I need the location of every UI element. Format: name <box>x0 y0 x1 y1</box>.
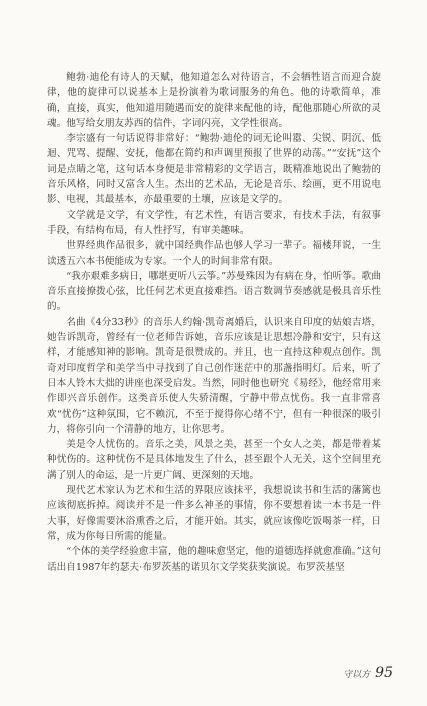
paragraph-7: 美是令人忧伤的。音乐之美，风景之美，甚至一个女人之美，都是带着某种忧伤的。这种忧伤不是具体地发生了什么，甚至跟个人无关，这个空间里充满了别人的命运，是一片更广阔、更深刻的天地。 <box>47 439 381 481</box>
paragraph-1: 鲍勃·迪伦有诗人的天赋，他知道怎么对待语言，不会牺牲语言而迎合旋律，他的旋律可以说基本上是扮演着为歌词服务的角色。他的诗歌简单，准确，直接，真实，他知道用随遇而安的旋律来配他的诗，配他那随心所欲的灵魂。他写给女朋友苏西的信件，字词闪亮，文学性很高。 <box>47 72 381 129</box>
body-text <box>47 70 381 575</box>
paragraph-3: 文学就是文学，有文学性，有艺术性，有语言要求，有技术手法，有叙事手段，有结构布局，有人性抒写，有审美趣味。 <box>47 209 381 236</box>
paragraph-5: “我亦艰难多病日，哪堪更听八云筝。”苏曼殊因为有病在身，怕听筝。歌曲音乐直接撩拨心弦，比任何艺术更直接难挡。语言数调节奏感就是极具音乐性的。 <box>47 270 381 313</box>
paragraph-8: 现代艺术家认为艺术和生活的界限应该抹平，我想说读书和生活的藩篱也应该彻底拆掉。阅读并不是一件多么神圣的事情，你不要想着读一本书是一件大事，好像需要沐浴熏香之后，才能开始。其实，就应该像吃饭喝茶一样，日常，成为你每日所需的能量。 <box>47 485 381 542</box>
page-footer <box>343 665 393 681</box>
paragraph-2: 李宗盛有一句话说得非常好：“鲍勃·迪伦的词无论叫嚣、尖锐、阴沉、低迴、咒骂、提醒、安抚，他都在简约和声调里预报了世界的动荡。”“安抚”这个词是点睛之笔，这句话本身便是非常精彩的文学语言，既精准地说出了鲍勃的音乐风格，同时又富含人生。杰出的艺术品，无论是音乐、绘画，更不用说电影、电视，其最基本，亦最重要的土壤，应该是文学的。 <box>47 133 381 206</box>
paragraph-6: 名曲《4分33秒》的音乐人约翰·凯奇离婚后，认识来自印度的姑娘吉塔，她告诉凯奇，曾经有一位老师告诉她，音乐应该是让思想冷静和安宁，只有这样，才能感知神的影响。凯奇是很赞成的。并且，也一直持这种观点创作。凯奇对印度哲学和美学当中寻找到了自己创作迷茫中的那盏指明灯。后来，听了日本人铃木大拙的讲座也深受启发。当然，同时他也研究《易经》，他经常用来作即兴音乐创作。这类音乐使人失骄清醒，宁静中带点忧伤。我一直非常喜欢“忧伤”这种氛围，它不赖沉，不至于搅得你心绪不宁，但有一种很深的吸引力，将你引向一个清静的地方，让你思考。 <box>47 316 381 435</box>
paragraph-9: “个体的美学经验愈丰富，他的趣味愈坚定，他的道德选择就愈准确。”这句话出自1987年约瑟夫·布罗茨基的诺贝尔文学奖获奖演说。布罗茨基坚 <box>47 546 381 573</box>
paragraph-4: 世界经典作品很多，就中国经典作品也够人学习一辈子。福楼拜说，一生读透五六本书便能成为专家。一个人的时间非常有限。 <box>47 240 381 267</box>
author-signature: 守以方 <box>343 670 371 680</box>
page-number: 95 <box>375 665 393 681</box>
